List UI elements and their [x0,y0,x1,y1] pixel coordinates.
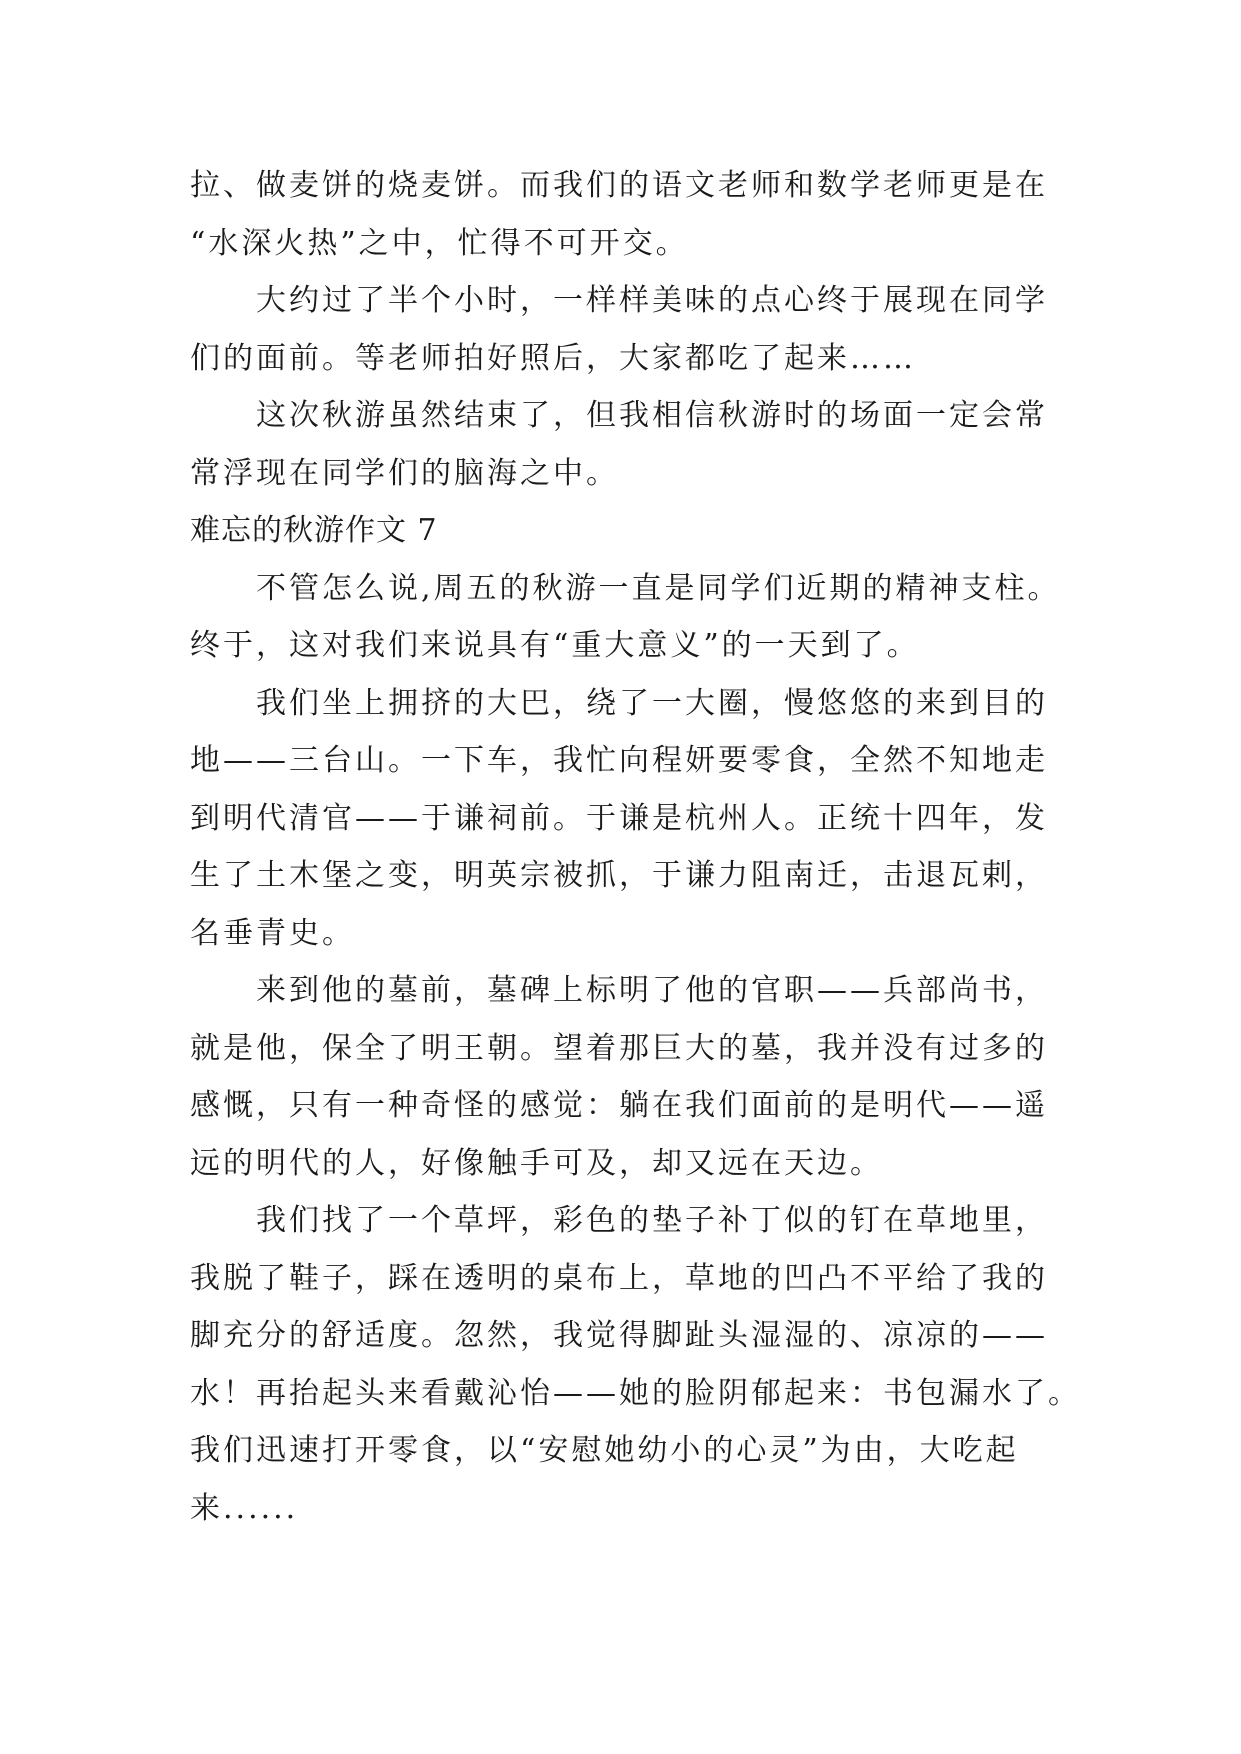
paragraph-line: 地——三台山。一下车，我忙向程妍要零食，全然不知地走 [190,743,1048,778]
essay-title: 难忘的秋游作文 7 [190,513,438,548]
paragraph-line: 来...... [190,1490,299,1526]
paragraph-line: 我脱了鞋子，踩在透明的桌布上，草地的凹凸不平给了我的 [190,1260,1048,1296]
paragraph-line: 远的明代的人，好像触手可及，却又远在天边。 [190,1145,883,1181]
paragraph-first-line: 不管怎么说,周五的秋游一直是同学们近期的精神支柱。 [256,570,1061,606]
paragraph-continuation-line: 拉、做麦饼的烧麦饼。而我们的语文老师和数学老师更是在 [190,168,1048,203]
paragraph-line: 终于，这对我们来说具有“重大意义”的一天到了。 [190,628,920,663]
paragraph-first-line: 来到他的墓前，墓碑上标明了他的官职——兵部尚书， [256,973,1048,1008]
paragraph-continuation-line: “水深火热”之中，忙得不可开交。 [190,225,689,261]
paragraph-first-line: 我们找了一个草坪，彩色的垫子补丁似的钉在草地里， [256,1203,1048,1238]
paragraph-line: 生了土木堡之变，明英宗被抓，于谦力阻南迁，击退瓦剌， [190,858,1048,893]
essay-body [190,157,1081,1537]
paragraph-line: 水！再抬起头来看戴沁怡——她的脸阴郁起来：书包漏水了。 [190,1375,1081,1411]
paragraph-first-line: 这次秋游虽然结束了，但我相信秋游时的场面一定会常 [256,398,1048,433]
paragraph-first-line: 我们坐上拥挤的大巴，绕了一大圈，慢悠悠的来到目的 [256,685,1048,721]
paragraph-line: 名垂青史。 [190,915,355,951]
paragraph-line: 就是他，保全了明王朝。望着那巨大的墓，我并没有过多的 [190,1030,1048,1066]
paragraph-line: 脚充分的舒适度。忽然，我觉得脚趾头湿湿的、凉凉的—— [190,1318,1048,1353]
paragraph-line: 到明代清官——于谦祠前。于谦是杭州人。正统十四年，发 [190,800,1048,836]
paragraph-line: 我们迅速打开零食，以“安慰她幼小的心灵”为由，大吃起 [190,1433,1019,1468]
paragraph-first-line: 大约过了半个小时，一样样美味的点心终于展现在同学 [256,283,1048,318]
paragraph-line: 感慨，只有一种奇怪的感觉：躺在我们面前的是明代——遥 [190,1088,1048,1123]
paragraph-line: 们的面前。等老师拍好照后，大家都吃了起来…… [190,340,916,376]
paragraph-line: 常浮现在同学们的脑海之中。 [190,455,619,491]
